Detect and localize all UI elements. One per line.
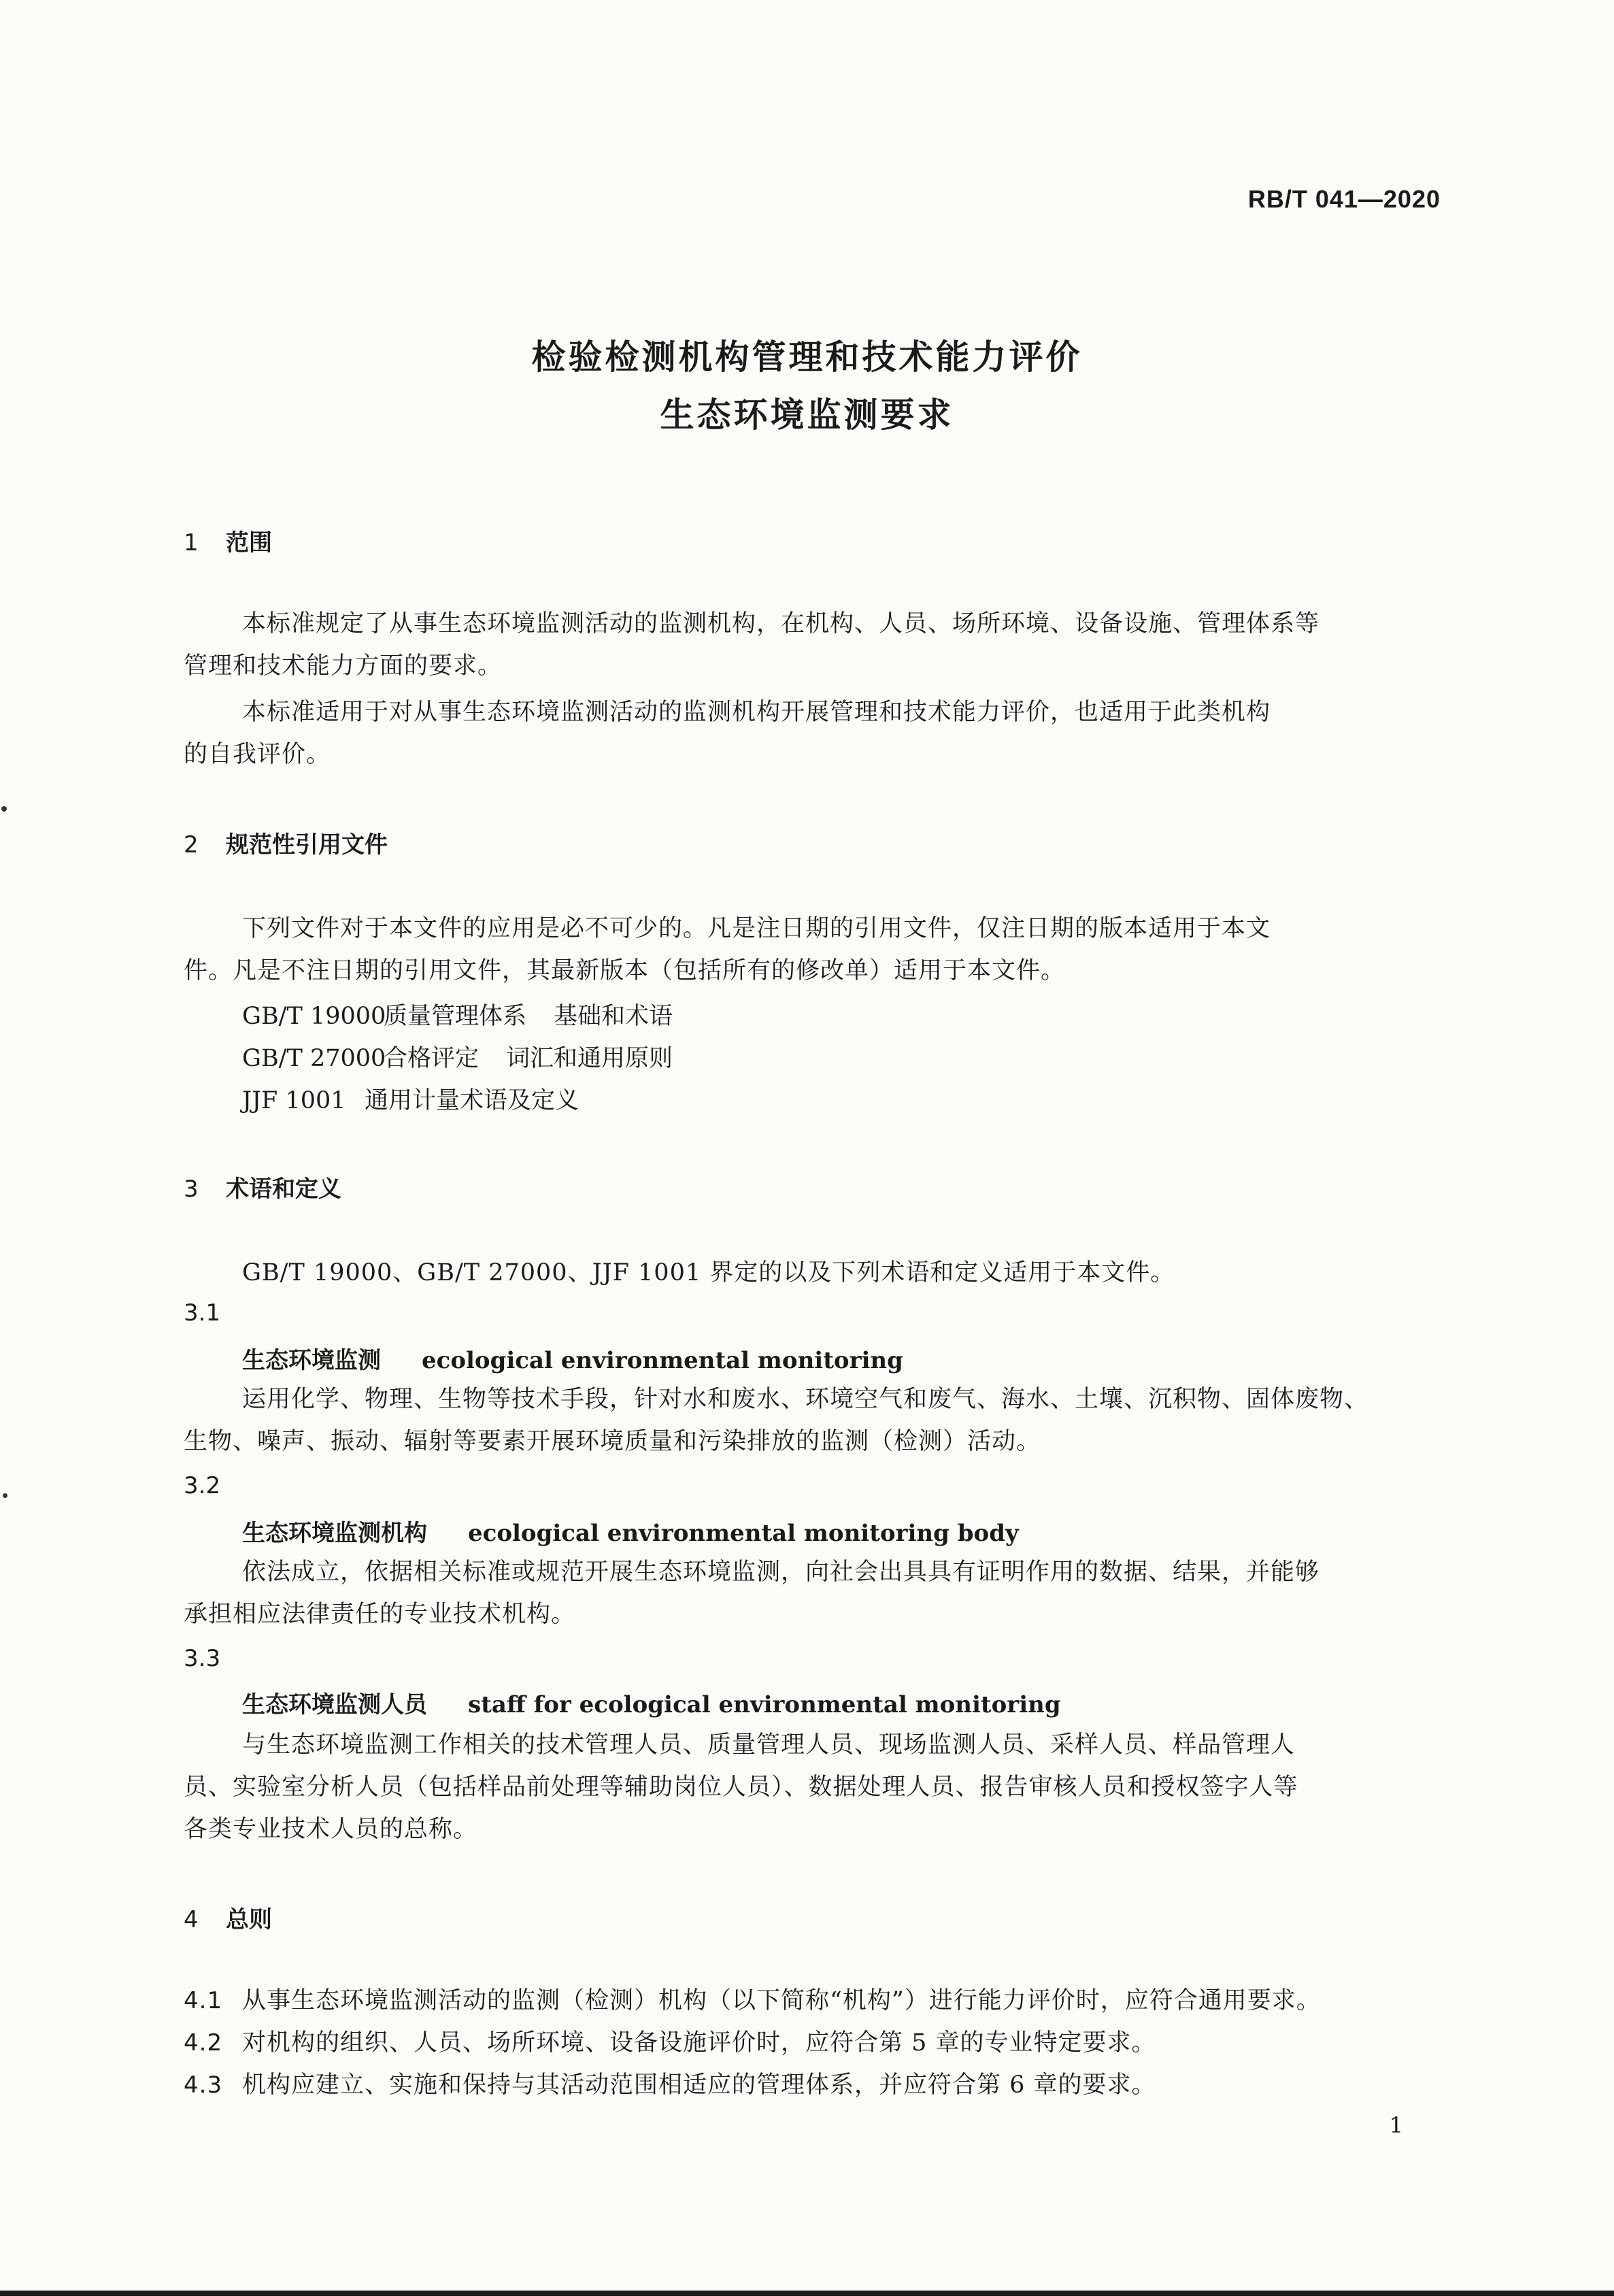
normative-reference xyxy=(242,1039,673,1074)
section-title: 术语和定义 xyxy=(226,1176,341,1203)
reference-subtitle: 词汇和通用原则 xyxy=(506,1045,673,1072)
definition-line: 承担相应法律责任的专业技术机构。 xyxy=(184,1601,576,1628)
paragraph-line: 管理和技术能力方面的要求。 xyxy=(184,652,503,680)
definition-line: 员、实验室分析人员（包括样品前处理等辅助岗位人员）、数据处理人员、报告审核人员和授权签字人等 xyxy=(184,1774,1298,1801)
term-heading xyxy=(242,1514,1019,1548)
reference-code: GB/T 27000 xyxy=(242,1045,386,1072)
definition-line: 运用化学、物理、生物等技术手段，针对水和废水、环境空气和废气、海水、土壤、沉积物、固体废物、 xyxy=(242,1386,1369,1413)
reference-title: 合格评定 xyxy=(384,1045,480,1072)
paragraph-line: 本标准规定了从事生态环境监测活动的监测机构，在机构、人员、场所环境、设备设施、管理体系等 xyxy=(242,610,1320,637)
clause-item xyxy=(184,1980,1321,2022)
clause-number: 3.2 xyxy=(184,1472,221,1499)
clause-item xyxy=(184,2022,1156,2064)
paragraph-line: 本标准适用于对从事生态环境监测活动的监测机构开展管理和技术能力评价，也适用于此类机构 xyxy=(242,699,1271,726)
section-3-heading xyxy=(184,1170,341,1203)
definition-line: 各类专业技术人员的总称。 xyxy=(184,1816,478,1843)
section-title: 总则 xyxy=(226,1906,272,1933)
standard-code: RB/T 041—2020 xyxy=(1247,185,1441,213)
paragraph-line: 的自我评价。 xyxy=(184,741,331,768)
section-4-heading xyxy=(184,1901,272,1934)
normative-reference xyxy=(242,997,673,1031)
section-1-heading xyxy=(184,524,272,557)
page-title-line1: 检验检测机构管理和技术能力评价 xyxy=(531,337,1083,377)
definition-line: 依法成立，依据相关标准或规范开展生态环境监测，向社会出具具有证明作用的数据、结果，并能够 xyxy=(242,1559,1320,1586)
page-title-line2: 生态环境监测要求 xyxy=(660,395,954,435)
definition-line: 与生态环境监测工作相关的技术管理人员、质量管理人员、现场监测人员、采样人员、样品管理人 xyxy=(242,1731,1296,1759)
reference-code: JJF 1001 xyxy=(242,1087,346,1114)
clause-number: 4.2 xyxy=(184,2029,223,2057)
term-en: staff for ecological environmental monitoring xyxy=(468,1691,1061,1718)
section-number: 1 xyxy=(184,529,199,556)
reference-title: 通用计量术语及定义 xyxy=(365,1087,579,1114)
paragraph-line: 下列文件对于本文件的应用是必不可少的。凡是注日期的引用文件，仅注日期的版本适用于本文 xyxy=(242,915,1271,942)
clause-item xyxy=(184,2064,1156,2106)
definition-line: 生物、噪声、振动、辐射等要素开展环境质量和污染排放的监测（检测）活动。 xyxy=(184,1428,1041,1455)
reference-subtitle: 基础和术语 xyxy=(554,1003,673,1030)
section-number: 3 xyxy=(184,1176,199,1203)
clause-text: 从事生态环境监测活动的监测（检测）机构（以下简称“机构”）进行能力评价时，应符合通用要求。 xyxy=(242,1987,1321,2014)
term-heading xyxy=(242,1686,1061,1719)
clause-number: 3.1 xyxy=(184,1299,221,1327)
scan-speck xyxy=(1,806,7,812)
normative-reference xyxy=(242,1082,579,1116)
clause-text: 机构应建立、实施和保持与其活动范围相适应的管理体系，并应符合第 6 章的要求。 xyxy=(242,2072,1156,2099)
section-title: 规范性引用文件 xyxy=(226,831,388,859)
clause-number: 4.1 xyxy=(184,1987,223,2014)
paragraph-line: GB/T 19000、GB/T 27000、JJF 1001 界定的以及下列术语和定义适用于本文件。 xyxy=(242,1259,1175,1286)
clause-text: 对机构的组织、人员、场所环境、设备设施评价时，应符合第 5 章的专业特定要求。 xyxy=(242,2029,1156,2057)
term-zh: 生态环境监测机构 xyxy=(242,1520,427,1547)
scan-edge-band xyxy=(0,2291,1614,2296)
section-number: 2 xyxy=(184,831,199,859)
clause-number: 3.3 xyxy=(184,1645,221,1672)
term-heading xyxy=(242,1342,903,1375)
scan-speck xyxy=(3,1493,7,1498)
section-2-heading xyxy=(184,826,388,859)
reference-title: 质量管理体系 xyxy=(384,1003,527,1030)
term-zh: 生态环境监测 xyxy=(242,1347,381,1374)
term-en: ecological environmental monitoring body xyxy=(468,1520,1019,1547)
section-title: 范围 xyxy=(226,529,272,556)
term-en: ecological environmental monitoring xyxy=(422,1347,903,1374)
page-number: 1 xyxy=(1389,2112,1403,2138)
reference-code: GB/T 19000 xyxy=(242,1003,386,1030)
term-zh: 生态环境监测人员 xyxy=(242,1691,427,1718)
section-number: 4 xyxy=(184,1906,199,1933)
clause-number: 4.3 xyxy=(184,2072,223,2099)
paragraph-line: 件。凡是不注日期的引用文件，其最新版本（包括所有的修改单）适用于本文件。 xyxy=(184,957,1066,984)
